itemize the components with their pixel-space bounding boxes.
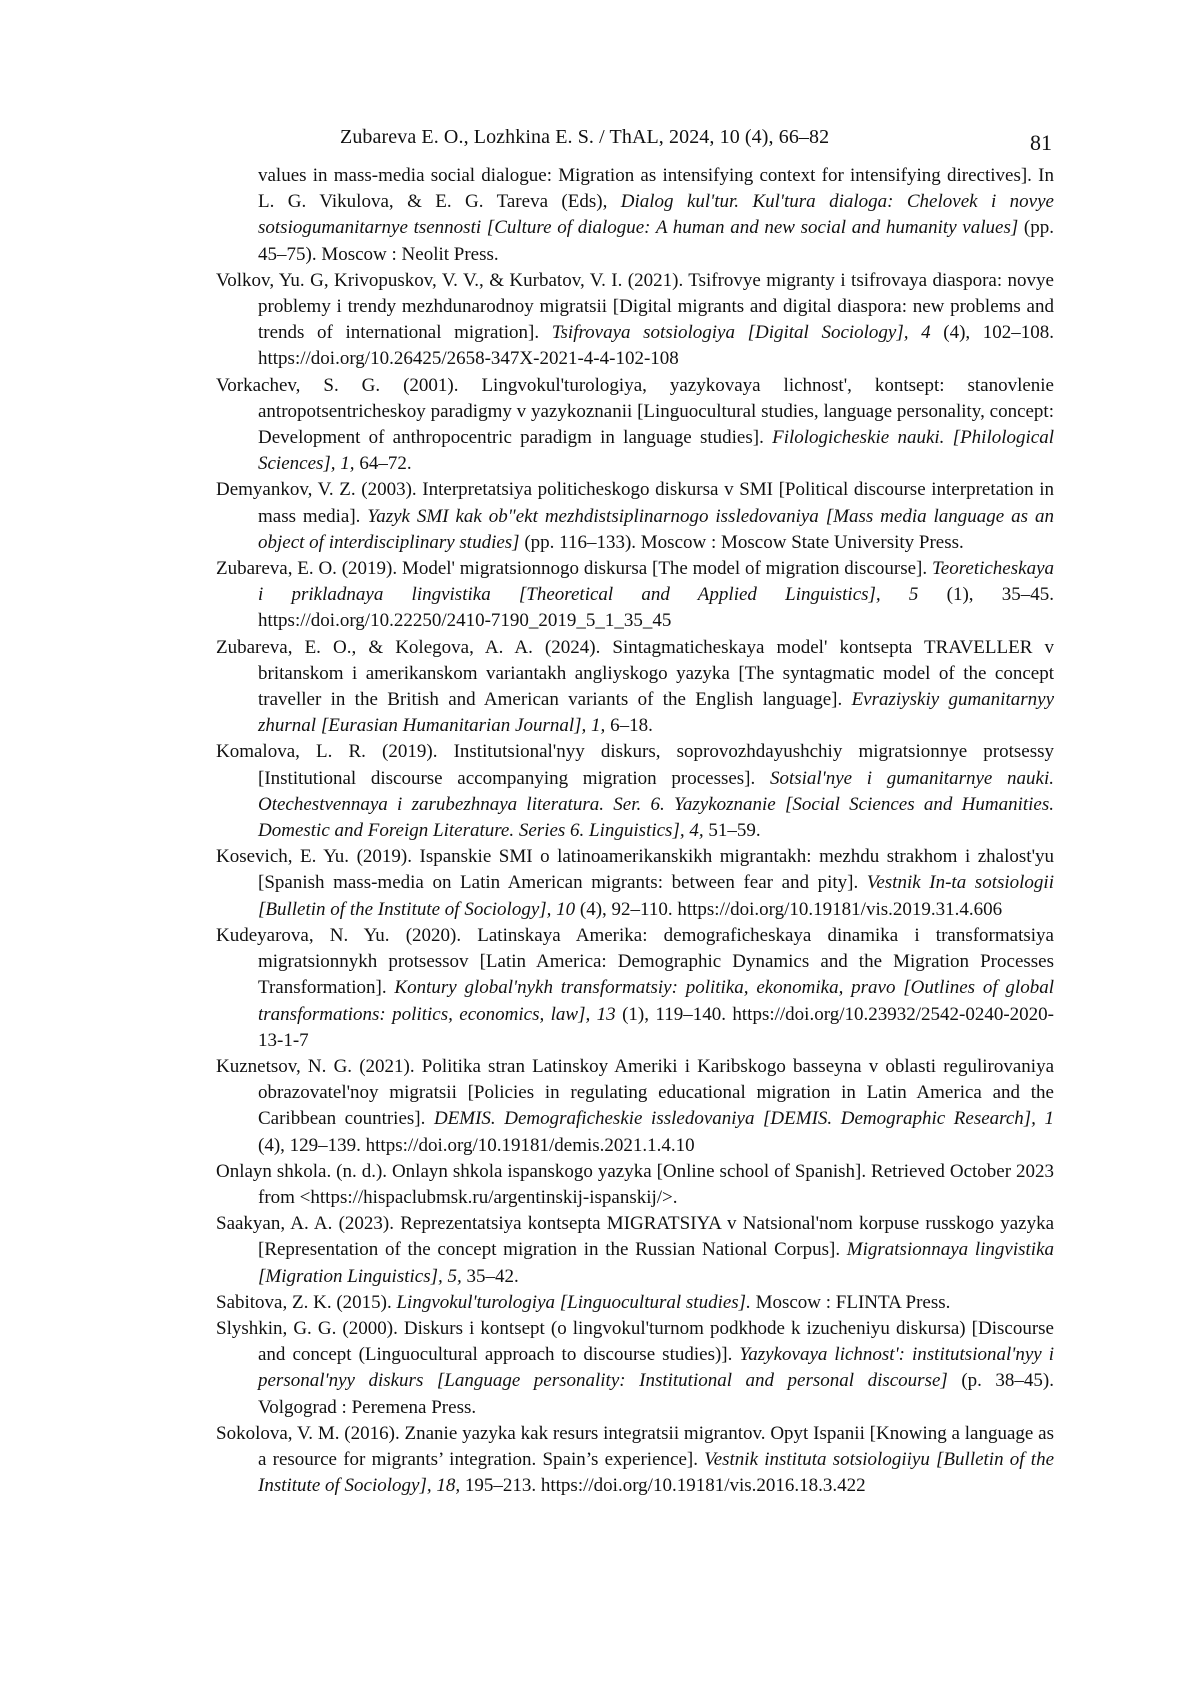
reference-text-tail: (pp. 116–133). Moscow : Moscow State University Press. — [519, 531, 964, 553]
reference-entry-volkov — [216, 268, 1054, 373]
reference-text: Zubareva, E. O. (2019). Model' migratsionnogo diskursa [The model of migration discourse]. — [216, 558, 932, 580]
reference-source-italic: Yazykovaya lichnost': institutsional'nyy i personal'nyy diskurs [Language personality: Institutional and personal discourse] — [258, 1344, 1055, 1392]
reference-entry-sabitova — [216, 1290, 1054, 1316]
reference-text-tail: (1), 119–140. https://doi.org/10.23932/2542-0240-2020-13-1-7 — [258, 1003, 1054, 1051]
reference-text-tail: 6–18. — [605, 715, 653, 737]
reference-source-italic: Filologicheskie nauki. [Philological Sciences], 1, — [258, 427, 1054, 475]
reference-text-tail: (pp. 45–75). Moscow : Neolit Press. — [258, 217, 1055, 265]
reference-text-tail: (p. 38–45). Volgograd : Peremena Press. — [258, 1370, 1054, 1418]
reference-source-italic: Migratsionnaya lingvistika [Migration Linguistics], 5, — [258, 1239, 1054, 1287]
reference-text-tail: 195–213. https://doi.org/10.19181/vis.2016.18.3.422 — [460, 1475, 866, 1497]
reference-text: Kuznetsov, N. G. (2021). Politika stran Latinskoy Ameriki i Karibskogo basseyna v oblasti regulirovaniya obrazovatel'noy migratsii [Policies in regulating educational migration in Latin America and the Caribbean countries]. — [216, 1055, 1054, 1130]
reference-source-italic: Lingvokul'turologiya [Linguocultural studies]. — [396, 1291, 751, 1313]
reference-text: Komalova, L. R. (2019). Institutsional'nyy diskurs, soprovozhdayushchiy migratsionnye protsessy [Institutional discourse accompanying migration processes]. — [216, 741, 1054, 789]
reference-entry-komalova — [216, 739, 1054, 844]
reference-entry-zubareva-2024 — [216, 635, 1054, 740]
reference-entry-onlayn — [216, 1159, 1054, 1211]
reference-text: Onlayn shkola. (n. d.). Onlayn shkola ispanskogo yazyka [Online school of Spanish]. Retrieved October 2023 from <https://hispaclubmsk.ru/argentinskij-ispanskij/>. — [216, 1160, 1054, 1208]
reference-text: Slyshkin, G. G. (2000). Diskurs i kontsept (o lingvokul'turnom podkhode k izucheniyu diskursa) [Discourse and concept (Linguocultural approach to discourse studies)]. — [216, 1317, 1054, 1366]
reference-source-italic: Kontury global'nykh transformatsiy: politika, ekonomika, pravo [Outlines of global transformations: politics, economics, law], 13 — [258, 977, 1054, 1025]
reference-entry-kosevich — [216, 844, 1054, 923]
reference-entry-saakyan — [216, 1211, 1054, 1290]
reference-entry-kuznetsov — [216, 1054, 1054, 1159]
reference-source-italic: Sotsial'nye i gumanitarnye nauki. Otechestvennaya i zarubezhnaya literatura. Ser. 6. Yazykoznanie [Social Sciences and Humanities. Domestic and Foreign Literature. Series 6. Linguistics], 4, — [258, 767, 1054, 842]
reference-text-tail: (1), 35–45. https://doi.org/10.22250/2410-7190_2019_5_1_35_45 — [258, 584, 1055, 632]
reference-entry-continued — [216, 163, 1054, 268]
reference-text-tail: (4), 92–110. https://doi.org/10.19181/vis.2019.31.4.606 — [575, 898, 1003, 920]
reference-text: Vorkachev, S. G. (2001). Lingvokul'turologiya, yazykovaya lichnost', kontsept: stanovlenie antropotsentricheskoy paradigmy v yazykoznanii [Linguocultural studies, language personality, concept: Development of anthropocentric paradigm in language studies]. — [216, 374, 1054, 449]
reference-source-italic: Vestnik instituta sotsiologiiyu [Bulletin of the Institute of Sociology], 18, — [258, 1448, 1055, 1497]
reference-text: Kudeyarova, N. Yu. (2020). Latinskaya Amerika: demograficheskaya dinamika i transformatsiya migratsionnykh protsessov [Latin America: Demographic Dynamics and the Migration Processes Transformation]. — [216, 924, 1054, 999]
reference-text-tail: Moscow : FLINTA Press. — [750, 1291, 951, 1313]
reference-entry-vorkachev — [216, 373, 1054, 478]
reference-text-tail: (4), 102–108. https://doi.org/10.26425/2658-347X-2021-4-4-102-108 — [258, 322, 1055, 370]
reference-source-italic: Dialog kul'tur. Kul'tura dialoga: Chelovek i novye sotsiogumanitarnye tsennosti [Culture of dialogue: A human and new social and humanity values] — [258, 191, 1054, 239]
reference-text: Kosevich, E. Yu. (2019). Ispanskie SMI o latinoamerikanskikh migrantakh: mezhdu strakhom i zhalost'yu [Spanish mass-media on Latin American migrants: between fear and pity]. — [216, 846, 1054, 894]
reference-source-italic: Yazyk SMI kak ob"ekt mezhdistsiplinarnogo issledovaniya [Mass media language as an object of interdisciplinary studies] — [258, 505, 1054, 553]
reference-text: Saakyan, A. A. (2023). Reprezentatsiya kontsepta MIGRATSIYA v Natsional'nom korpuse russkogo yazyka [Representation of the concept migration in the Russian National Corpus]. — [216, 1213, 1054, 1261]
reference-list — [216, 163, 1054, 1499]
reference-source-italic: Vestnik In-ta sotsiologii [Bulletin of the Institute of Sociology], 10 — [258, 872, 1054, 920]
reference-entry-zubareva-2019 — [216, 556, 1054, 635]
reference-text: Sokolova, V. M. (2016). Znanie yazyka kak resurs integratsii migrantov. Opyt Ispanii [Knowing a language as a resource for migrants’ integration. Spain’s experience]. — [216, 1422, 1054, 1470]
reference-entry-demyankov — [216, 477, 1054, 556]
running-head: Zubareva E. O., Lozhkina E. S. / ThAL, 2024, 10 (4), 66–82 — [340, 126, 830, 148]
reference-text: Zubareva, E. O., & Kolegova, A. A. (2024). Sintagmaticheskaya model' kontsepta TRAVELLER v britanskom i amerikanskom variantakh angliyskogo yazyka [The syntagmatic model of the concept traveller in the British and American variants of the English language]. — [216, 636, 1054, 711]
reference-text-tail: 35–42. — [461, 1265, 519, 1287]
reference-source-italic: Evraziyskiy gumanitarnyy zhurnal [Eurasian Humanitarian Journal], 1, — [258, 689, 1055, 737]
reference-source-italic: Teoreticheskaya i prikladnaya lingvistika [Theoretical and Applied Linguistics], 5 — [258, 558, 1054, 606]
reference-text: Demyankov, V. Z. (2003). Interpretatsiya politicheskogo diskursa v SMI [Political discourse interpretation in mass media]. — [216, 479, 1054, 527]
reference-text: values in mass-media social dialogue: Migration as intensifying context for intensifying directives]. In L. G. Vikulova, & E. G. Tareva (Eds), — [258, 165, 1054, 213]
page-number: 81 — [1030, 130, 1052, 155]
reference-entry-sokolova — [216, 1421, 1054, 1500]
reference-text: Volkov, Yu. G, Krivopuskov, V. V., & Kurbatov, V. I. (2021). Tsifrovye migranty i tsifrovaya diaspora: novye problemy i trendy mezhdunarodnoy migratsii [Digital migrants and digital diaspora: new problems and trends of international migration]. — [216, 269, 1054, 344]
reference-entry-slyshkin — [216, 1316, 1054, 1421]
reference-source-italic: Tsifrovaya sotsiologiya [Digital Sociology], 4 — [551, 322, 931, 344]
reference-text-tail: 64–72. — [354, 453, 412, 475]
reference-entry-kudeyarova — [216, 923, 1054, 1054]
reference-source-italic: DEMIS. Demograficheskie issledovaniya [DEMIS. Demographic Research], 1 — [433, 1108, 1054, 1130]
reference-text: Sabitova, Z. K. (2015). — [216, 1291, 397, 1313]
reference-text-tail: (4), 129–139. https://doi.org/10.19181/demis.2021.1.4.10 — [258, 1134, 695, 1156]
reference-text-tail: 51–59. — [703, 820, 761, 842]
